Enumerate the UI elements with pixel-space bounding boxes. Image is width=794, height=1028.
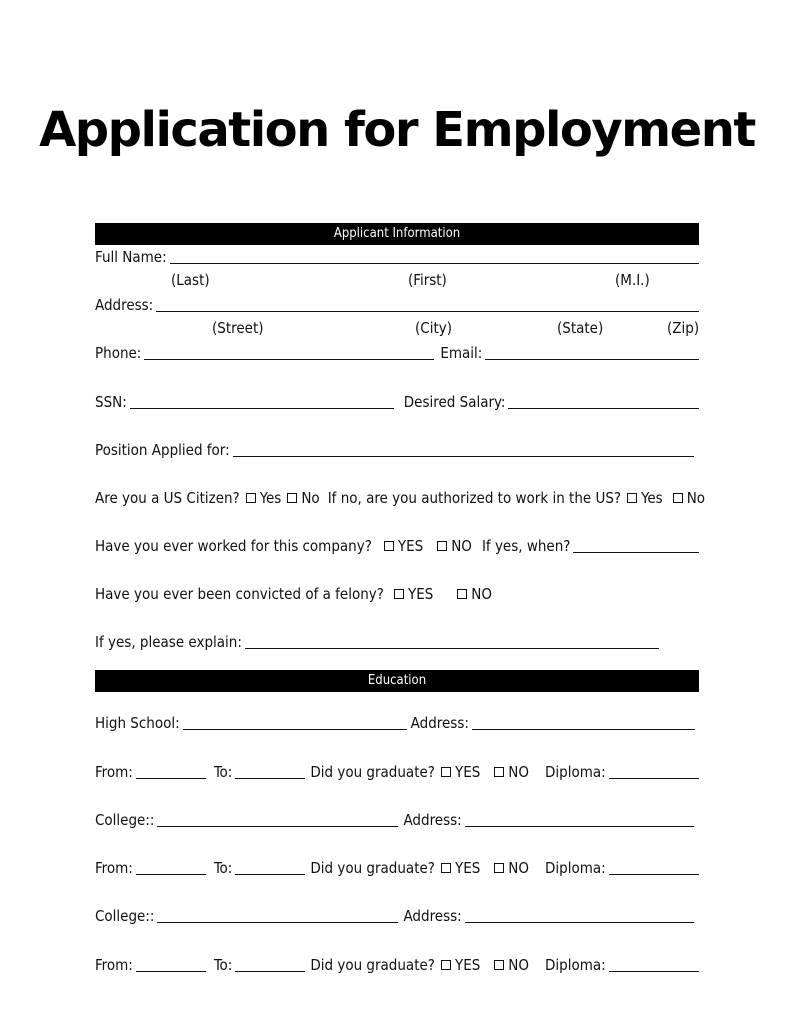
email-field[interactable] — [485, 358, 699, 360]
desired-salary-label: Desired Salary: — [403, 393, 506, 411]
phone-email-row — [95, 342, 699, 362]
c2-from-field[interactable] — [136, 970, 206, 972]
c1-graduate-no-checkbox[interactable] — [494, 863, 504, 873]
high-school-address-label: Address: — [410, 714, 469, 732]
authorized-no-checkbox[interactable] — [673, 493, 683, 503]
c2-graduate-yes-checkbox[interactable] — [441, 960, 451, 970]
worked-before-row — [95, 535, 699, 555]
c2-diploma-label: Diploma: — [545, 956, 606, 974]
ssn-label: SSN: — [95, 393, 127, 411]
college-2-row — [95, 905, 699, 925]
c2-graduate-no-label: NO — [508, 956, 530, 974]
explain-field[interactable] — [245, 647, 659, 649]
full-name-label: Full Name: — [95, 248, 167, 266]
hs-graduate-yes-checkbox[interactable] — [441, 767, 451, 777]
high-school-dates-row — [95, 761, 699, 781]
application-form — [95, 0, 706, 1028]
citizen-yes-label: Yes — [259, 489, 282, 507]
felony-no-checkbox[interactable] — [457, 589, 467, 599]
c2-to-field[interactable] — [235, 970, 305, 972]
college-1-field[interactable] — [157, 825, 398, 827]
phone-field[interactable] — [144, 358, 434, 360]
hs-from-field[interactable] — [136, 777, 206, 779]
hs-to-field[interactable] — [235, 777, 305, 779]
state-caption: (State) — [557, 319, 604, 337]
c2-from-label: From: — [95, 956, 133, 974]
c2-graduate-yes-label: YES — [454, 956, 481, 974]
phone-label: Phone: — [95, 344, 142, 362]
c2-graduate-no-checkbox[interactable] — [494, 960, 504, 970]
felony-yes-label: YES — [407, 585, 434, 603]
middle-initial-caption: (M.I.) — [615, 271, 650, 289]
address-field[interactable] — [156, 310, 699, 312]
c1-diploma-label: Diploma: — [545, 859, 606, 877]
ssn-field[interactable] — [130, 407, 394, 409]
first-name-caption: (First) — [408, 271, 447, 289]
college-2-address-field[interactable] — [465, 921, 694, 923]
c1-diploma-field[interactable] — [609, 873, 699, 875]
felony-yes-checkbox[interactable] — [394, 589, 404, 599]
high-school-row — [95, 712, 699, 732]
last-name-caption: (Last) — [171, 271, 210, 289]
felony-no-label: NO — [471, 585, 493, 603]
c2-to-label: To: — [213, 956, 233, 974]
hs-from-label: From: — [95, 763, 133, 781]
desired-salary-field[interactable] — [508, 407, 699, 409]
position-row — [95, 439, 699, 459]
zip-caption: (Zip) — [667, 319, 700, 337]
c1-graduate-no-label: NO — [508, 859, 530, 877]
full-name-field[interactable] — [170, 262, 699, 264]
college-1-address-label: Address: — [403, 811, 462, 829]
college-2-field[interactable] — [157, 921, 398, 923]
position-field[interactable] — [233, 455, 694, 457]
hs-to-label: To: — [213, 763, 233, 781]
ssn-salary-row — [95, 391, 699, 411]
hs-graduate-question: Did you graduate? — [310, 763, 435, 781]
college-1-address-field[interactable] — [465, 825, 694, 827]
address-label: Address: — [95, 296, 154, 314]
hs-diploma-label: Diploma: — [545, 763, 606, 781]
citizen-row — [95, 487, 706, 507]
c1-to-field[interactable] — [235, 873, 305, 875]
felony-row — [95, 583, 699, 603]
authorized-question: If no, are you authorized to work in the US? — [327, 489, 622, 507]
high-school-label: High School: — [95, 714, 180, 732]
worked-when-field[interactable] — [573, 551, 699, 553]
authorized-yes-checkbox[interactable] — [627, 493, 637, 503]
high-school-field[interactable] — [183, 728, 407, 730]
worked-when-label: If yes, when? — [481, 537, 571, 555]
hs-graduate-yes-label: YES — [454, 763, 481, 781]
c1-from-label: From: — [95, 859, 133, 877]
authorized-yes-label: Yes — [641, 489, 663, 507]
worked-yes-checkbox[interactable] — [384, 541, 394, 551]
citizen-no-label: No — [301, 489, 320, 507]
c1-graduate-yes-checkbox[interactable] — [441, 863, 451, 873]
citizen-no-checkbox[interactable] — [287, 493, 297, 503]
c1-to-label: To: — [213, 859, 233, 877]
college-1-label: College:: — [95, 811, 155, 829]
position-label: Position Applied for: — [95, 441, 230, 459]
worked-no-checkbox[interactable] — [437, 541, 447, 551]
c1-from-field[interactable] — [136, 873, 206, 875]
worked-before-question: Have you ever worked for this company? — [95, 537, 372, 555]
section-header-education: Education — [95, 670, 699, 692]
college-1-row — [95, 809, 699, 829]
high-school-address-field[interactable] — [472, 728, 695, 730]
page-title: Application for Employment — [39, 102, 755, 158]
worked-yes-label: YES — [397, 537, 424, 555]
explain-label: If yes, please explain: — [95, 633, 242, 651]
college-1-dates-row — [95, 857, 699, 877]
c2-graduate-question: Did you graduate? — [310, 956, 435, 974]
college-2-label: College:: — [95, 907, 155, 925]
college-2-dates-row — [95, 954, 699, 974]
c1-graduate-question: Did you graduate? — [310, 859, 435, 877]
explain-row — [95, 631, 699, 651]
hs-graduate-no-label: NO — [508, 763, 530, 781]
street-caption: (Street) — [212, 319, 264, 337]
c2-diploma-field[interactable] — [609, 970, 699, 972]
felony-question: Have you ever been convicted of a felony? — [95, 585, 384, 603]
citizen-yes-checkbox[interactable] — [246, 493, 256, 503]
email-label: Email: — [440, 344, 483, 362]
address-row — [95, 294, 699, 314]
authorized-no-label: No — [686, 489, 706, 507]
citizen-question: Are you a US Citizen? — [95, 489, 240, 507]
c1-graduate-yes-label: YES — [454, 859, 481, 877]
college-2-address-label: Address: — [403, 907, 462, 925]
hs-diploma-field[interactable] — [609, 777, 699, 779]
hs-graduate-no-checkbox[interactable] — [494, 767, 504, 777]
section-header-applicant: Applicant Information — [95, 223, 699, 245]
city-caption: (City) — [415, 319, 452, 337]
full-name-row — [95, 246, 699, 266]
worked-no-label: NO — [451, 537, 472, 555]
